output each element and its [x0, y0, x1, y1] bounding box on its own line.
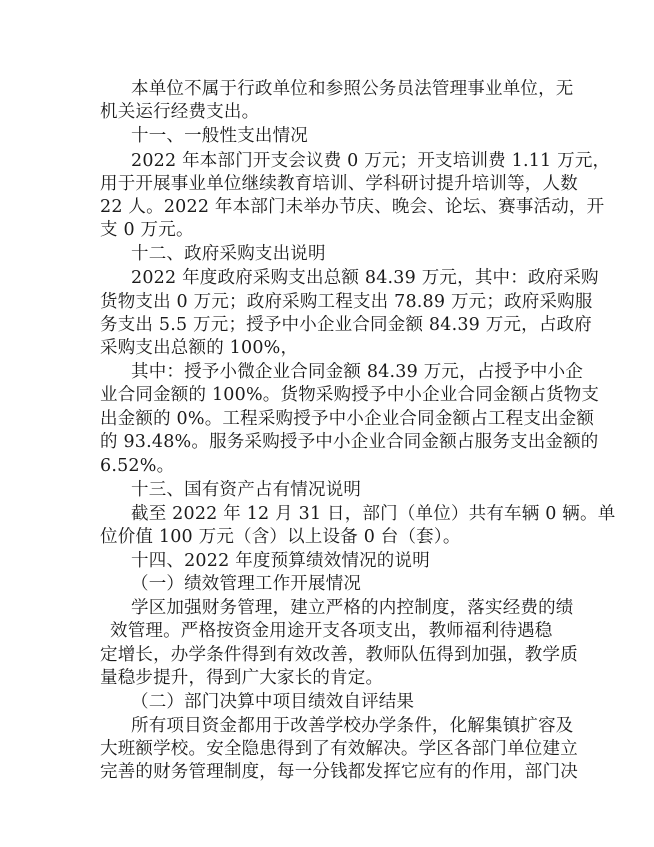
- text-line: 截至 2022 年 12 月 31 日，部门（单位）共有车辆 0 辆。单: [131, 504, 616, 524]
- text-line: 务支出 5.5 万元；授予中小企业合同金额 84.39 万元，占政府: [100, 315, 592, 335]
- text-line: 支 0 万元。: [100, 220, 194, 240]
- text-line: 6.52%。: [100, 456, 175, 476]
- text-line: 采购支出总额的 100%，: [100, 338, 299, 358]
- text-line: 学区加强财务管理，建立严格的内控制度，落实经费的绩: [131, 598, 574, 618]
- text-line: 其中：授予小微企业合同金额 84.39 万元，占授予中小企: [131, 362, 584, 382]
- subsection-heading-2: （二）部门决算中项目绩效自评结果: [131, 692, 415, 712]
- text-line: 出金额的 0%。工程采购授予中小企业合同金额占工程支出金额: [100, 409, 595, 429]
- subsection-heading-1: （一）绩效管理工作开展情况: [131, 574, 362, 594]
- section-heading-13: 十三、国有资产占有情况说明: [131, 480, 362, 500]
- text-line: 量稳步提升，得到广大家长的肯定。: [100, 668, 384, 688]
- text-line: 用于开展事业单位继续教育培训、学科研讨提升培训等，人数: [100, 174, 578, 194]
- text-line: 2022 年本部门开支会议费 0 万元；开支培训费 1.11 万元，: [131, 151, 611, 171]
- section-heading-14: 十四、2022 年度预算绩效情况的说明: [131, 551, 430, 571]
- text-line: 2022 年度政府采购支出总额 84.39 万元，其中：政府采购: [131, 268, 599, 288]
- text-line: 的 93.48%。服务采购授予中小企业合同金额占服务支出金额的: [100, 432, 599, 452]
- section-heading-11: 十一、一般性支出情况: [131, 126, 308, 146]
- text-line: 定增长，办学条件得到有效改善，教师队伍得到加强，教学质: [100, 645, 578, 665]
- text-line: 业合同金额的 100%。货物采购授予中小企业合同金额占货物支: [100, 385, 600, 405]
- text-line: 所有项目资金都用于改善学校办学条件，化解集镇扩容及: [131, 716, 574, 736]
- section-heading-12: 十二、政府采购支出说明: [131, 244, 326, 264]
- text-line: 22 人。2022 年本部门未举办节庆、晚会、论坛、赛事活动，开: [100, 197, 605, 217]
- text-line: 完善的财务管理制度，每一分钱都发挥它应有的作用，部门决: [100, 762, 578, 782]
- text-line: 效管理。严格按资金用途开支各项支出，教师福利待遇稳: [110, 621, 553, 641]
- text-line: 本单位不属于行政单位和参照公务员法管理事业单位，无: [131, 79, 574, 99]
- text-line: 机关运行经费支出。: [100, 102, 260, 122]
- text-line: 大班额学校。安全隐患得到了有效解决。学区各部门单位建立: [100, 739, 578, 759]
- text-line: 位价值 100 万元（含）以上设备 0 台（套）。: [100, 527, 461, 547]
- text-line: 货物支出 0 万元；政府采购工程支出 78.89 万元；政府采购服: [100, 292, 593, 312]
